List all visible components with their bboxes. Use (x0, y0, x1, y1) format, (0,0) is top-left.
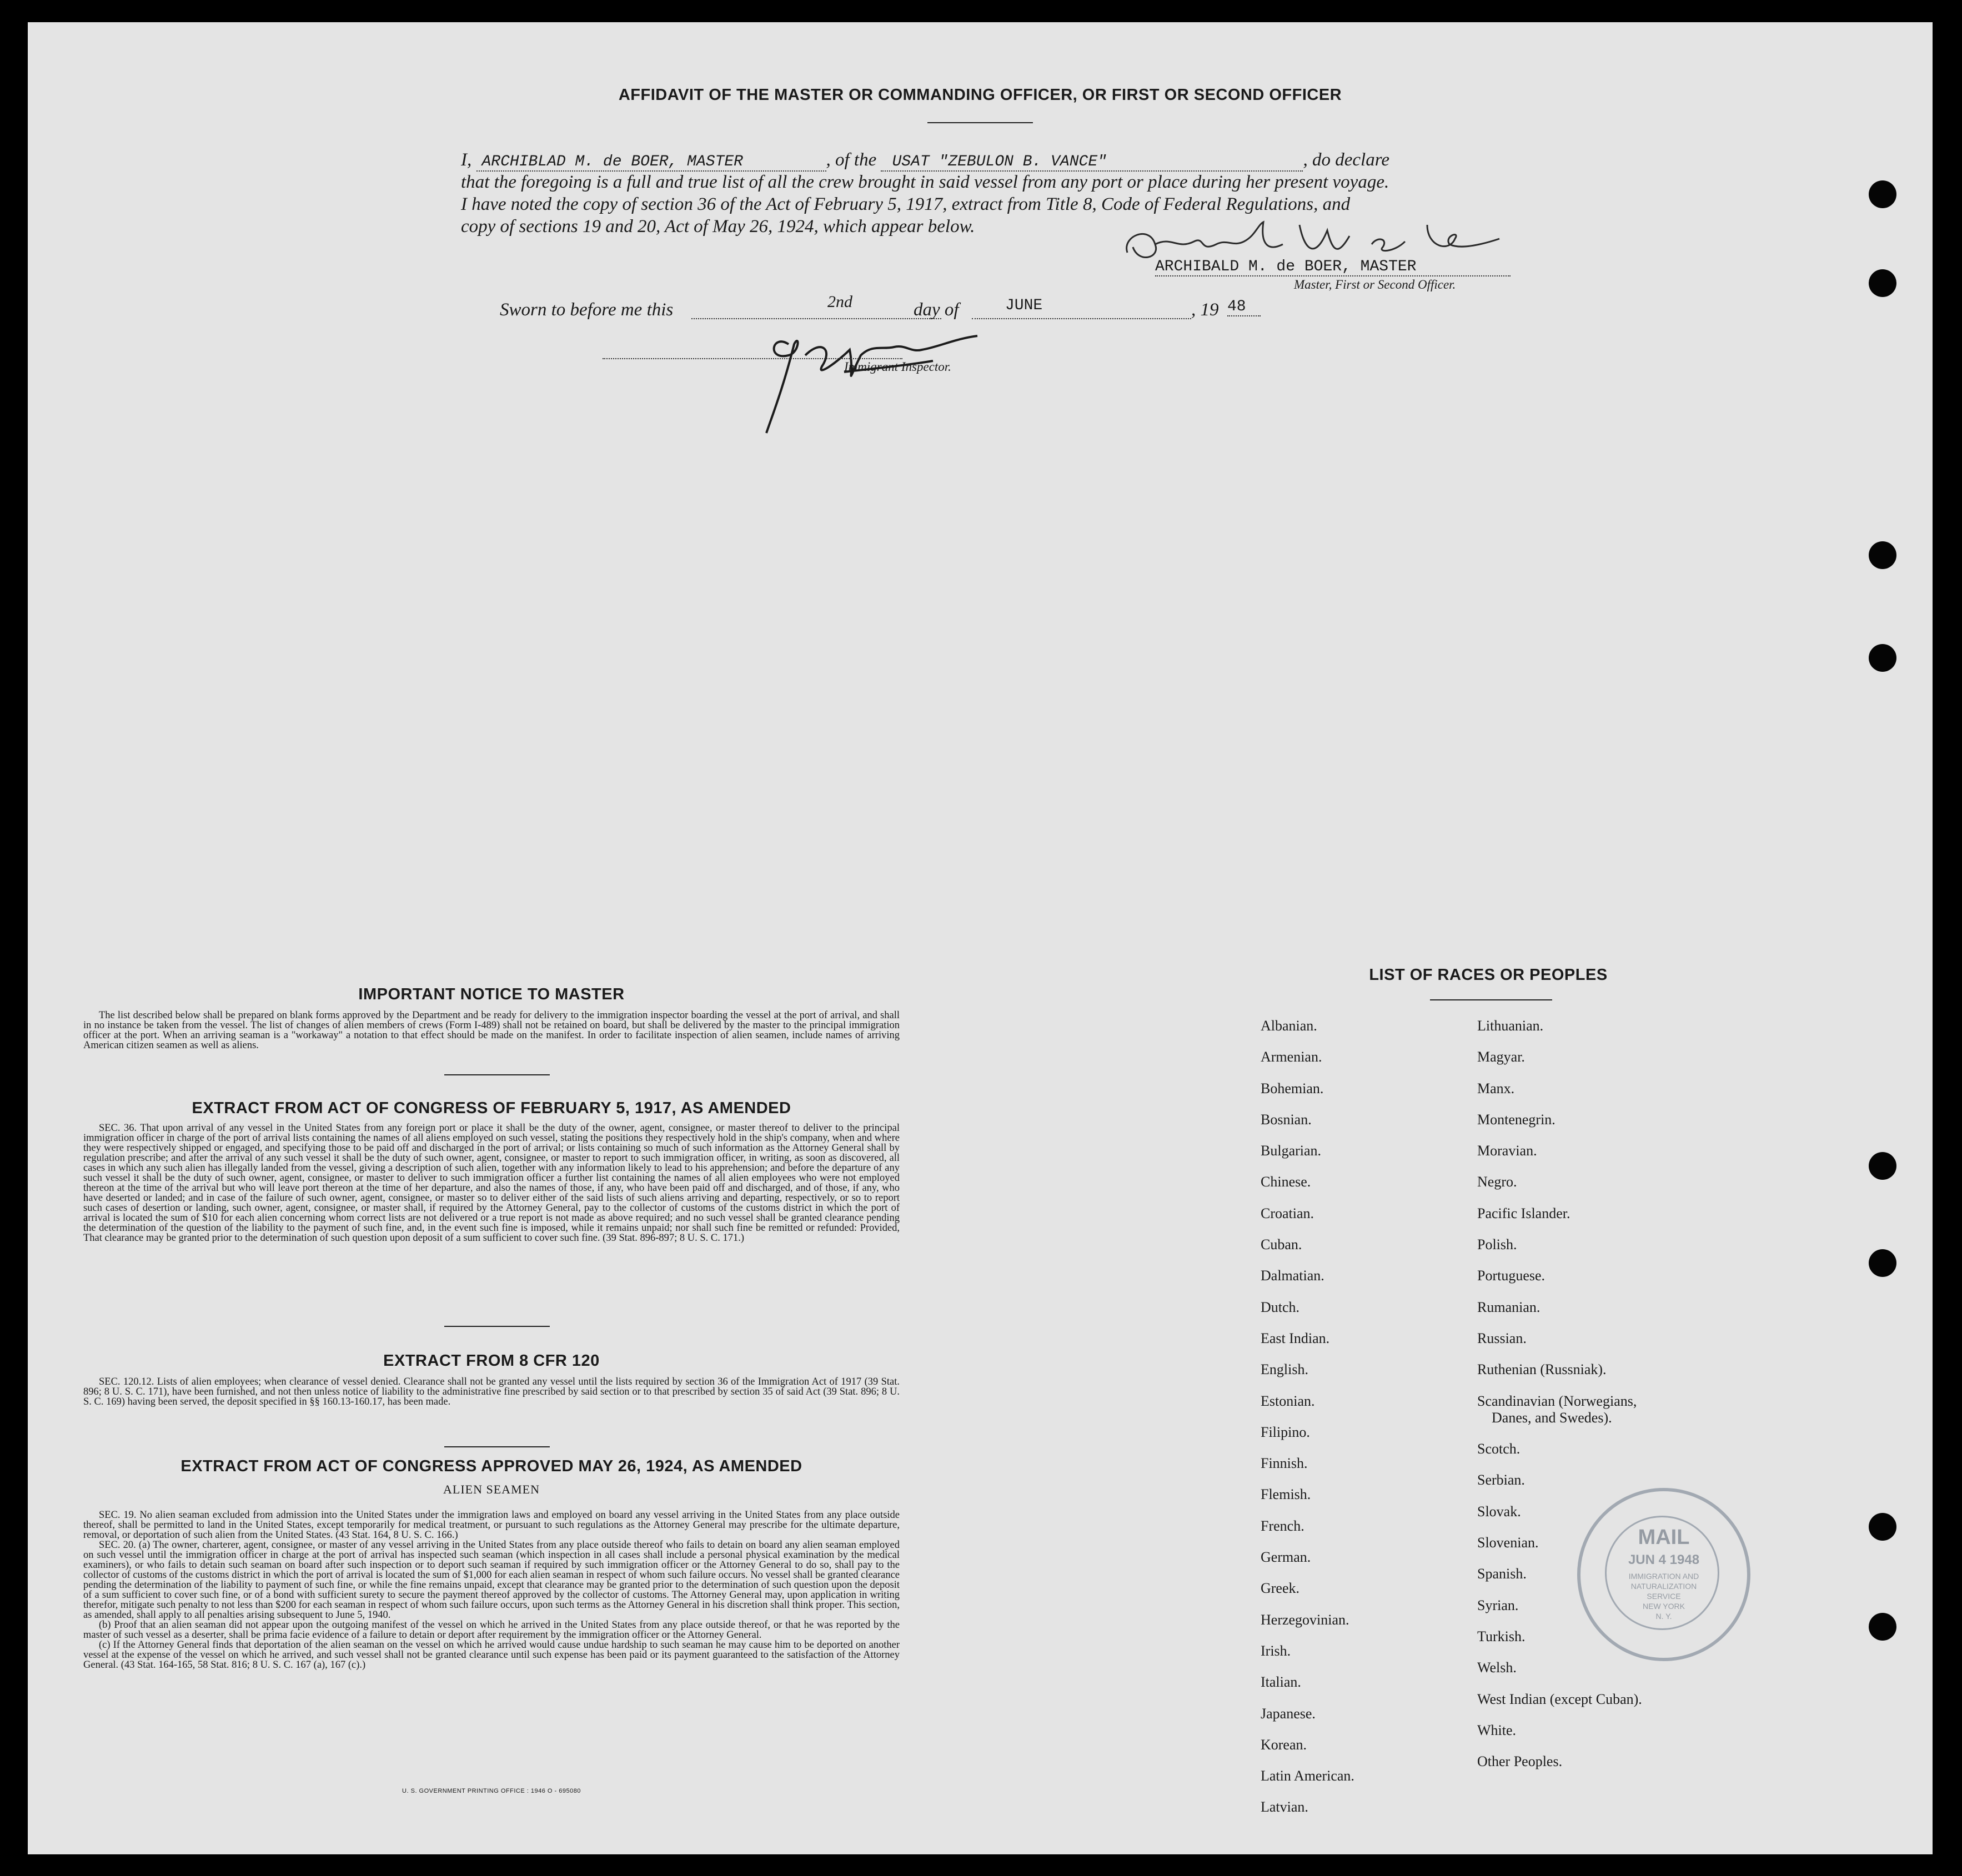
race-item: Rumanian. (1477, 1299, 1541, 1315)
race-item: Syrian. (1477, 1597, 1519, 1613)
sworn-month: JUNE (1005, 297, 1043, 314)
race-item: Negro. (1477, 1174, 1517, 1190)
day-of-label: day of (914, 300, 959, 320)
race-item: Other Peoples. (1477, 1753, 1563, 1770)
race-item: Polish. (1477, 1236, 1517, 1253)
punch-hole (1869, 1613, 1896, 1641)
signature-caption: Master, First or Second Officer. (1294, 278, 1456, 291)
stamp-line-2: JUN 4 1948 (1628, 1552, 1700, 1567)
title-rule (927, 122, 1033, 123)
pre-name: I, (461, 150, 472, 170)
race-item: Scandinavian (Norwegians, (1477, 1392, 1637, 1409)
do-declare: , do declare (1303, 150, 1389, 170)
stamp-line-4: NATURALIZATION (1630, 1582, 1697, 1591)
race-item: Albanian. (1261, 1018, 1317, 1034)
inspector-line (603, 358, 902, 359)
race-item: Serbian. (1477, 1472, 1525, 1488)
punch-hole (1869, 1249, 1896, 1277)
race-item: French. (1261, 1517, 1304, 1534)
extract-cfr-title: EXTRACT FROM 8 CFR 120 (383, 1352, 600, 1370)
mail-received-stamp (1577, 1488, 1750, 1661)
race-item: Herzegovinian. (1261, 1611, 1349, 1628)
races-column-2 (1477, 1010, 1642, 1777)
race-item: Filipino. (1261, 1424, 1310, 1440)
punch-hole (1869, 1152, 1896, 1180)
punch-hole (1869, 180, 1896, 208)
stamp-line-7: N. Y. (1655, 1612, 1672, 1621)
master-signature-typed: ARCHIBALD M. de BOER, MASTER (1155, 258, 1511, 276)
race-item: Scotch. (1477, 1441, 1521, 1457)
race-item: Latvian. (1261, 1799, 1308, 1815)
race-item: Italian. (1261, 1674, 1301, 1691)
affidavit-line-1 (461, 150, 1389, 172)
affidavit-line-3: I have noted the copy of section 36 of the Act of February 5, 1917, extract from Title 8, Code of Federal Regulations, and (461, 194, 1351, 214)
year-prefix: , 19 (1191, 300, 1219, 320)
race-item: Croatian. (1261, 1205, 1314, 1221)
race-item: White. (1477, 1722, 1517, 1738)
race-item: Slovak. (1477, 1503, 1521, 1520)
race-item: Pacific Islander. (1477, 1205, 1570, 1221)
extract-cfr-paragraph: SEC. 120.12. Lists of alien employees; when clearance of vessel denied. Clearance shall not be granted any vessel until the lists required by section 36 of the Immigration Act of 1917 (39 Stat. 896; 8 U. S. C. 171), have been furnished, and not then unless notice of liability to the administrative fine prescribed by said section or to that prescribed by section 35 of said Act (39 Stat. 896; 8 U. S. C. 169) having been served, the deposit specified in §§ 160.13-160.17, has been made. (83, 1376, 900, 1407)
extract-cfr-text (83, 1377, 900, 1407)
vessel-name-field: USAT "ZEBULON B. VANCE" (881, 153, 1303, 172)
of-the: , of the (826, 150, 877, 170)
inspector-caption: Immigrant Inspector. (844, 360, 951, 374)
inspector-signature (755, 322, 988, 444)
notice-title: IMPORTANT NOTICE TO MASTER (358, 985, 625, 1003)
stamp-line-3: IMMIGRATION AND (1628, 1572, 1699, 1581)
year-suffix: 48 (1227, 298, 1261, 316)
sworn-label: Sworn to before me this (500, 300, 674, 320)
race-item: Lithuanian. (1477, 1018, 1544, 1034)
affidavit-line-2: that the foregoing is a full and true list of all the crew brought in said vessel from any port or place during her present voyage. (461, 172, 1389, 192)
race-item: English. (1261, 1361, 1308, 1378)
race-item: Bulgarian. (1261, 1143, 1322, 1159)
race-item: Irish. (1261, 1642, 1291, 1659)
master-name-field: ARCHIBLAD M. de BOER, MASTER (476, 153, 826, 172)
race-item: Slovenian. (1477, 1535, 1539, 1551)
punch-hole (1869, 644, 1896, 672)
race-item: West Indian (except Cuban). (1477, 1691, 1642, 1707)
sec20b-paragraph: (b) Proof that an alien seaman did not appear upon the outgoing manifest of the vessel on which he arrived in the United States from any place outside thereof, or that he was reported by the master of such vessel as a deserter, shall be prima facie evidence of a failure to detain or deport after requirement by the immigration officer or the Attorney General. (83, 1620, 900, 1641)
race-item: Cuban. (1261, 1236, 1302, 1253)
extract-1917-paragraph: SEC. 36. That upon arrival of any vessel in the United States from any foreign port or place it shall be the duty of the owner, agent, consignee, or master thereof to deliver to the principal immigration officer in charge of the port of arrival lists containing the names of all aliens employed on such vessel, stating the positions they respectively hold in the ship's company, when and where they were respectively shipped or engaged, and specifying those to be paid off and discharged in the port of arrival; or lists containing so much of such information as the Attorney General shall by regulation prescribe; and after the arrival of any such vessel it shall be the duty of such owner, agent, consignee, or master to report to such immigration officer, in writing, as soon as discovered, all cases in which any such alien has illegally landed from the vessel, giving a description of such alien, together with any information likely to lead to his apprehension; and before the departure of any such vessel it shall be the duty of such owner, agent, consignee, or master to deliver to such immigration officer a further list containing the names of all alien employees who were not employed thereon at the time of the arrival but who will leave port thereon at the time of her departure, and also the names of those, if any, who have been paid off and discharged, and of those, if any, who have deserted or landed; and in case of the failure of such owner, agent, consignee, or master so to deliver either of the said lists of such aliens arriving and departing, respectively, or so to report such cases of desertion or landing, such owner, agent, consignee, or master shall, if required by the Attorney General, pay to the collector of customs of the customs district in which the port of arrival is located the sum of $10 for each alien concerning whom correct lists are not delivered or a true report is not made as above required; and no such vessel shall be granted clearance pending the determination of the question of the liability to the payment of such fine, and, in the event such fine is imposed, while it remains unpaid; nor shall such fine be remitted or refunded: Provided, That clearance may be granted prior to the determination of such question upon deposit of a sum sufficient to cover such fine. (39 Stat. 896-897; 8 U. S. C. 171.) (83, 1123, 900, 1244)
race-item: Dalmatian. (1261, 1268, 1324, 1284)
race-item: Spanish. (1477, 1566, 1527, 1582)
race-item: East Indian. (1261, 1330, 1330, 1346)
race-item: Montenegrin. (1477, 1111, 1555, 1128)
notice-text (83, 1010, 900, 1050)
extract-1924-title: EXTRACT FROM ACT OF CONGRESS APPROVED MAY 26, 1924, AS AMENDED (180, 1457, 802, 1475)
race-item: Latin American. (1261, 1768, 1354, 1784)
race-item: Portuguese. (1477, 1268, 1545, 1284)
race-item: Welsh. (1477, 1659, 1517, 1676)
race-item: Moravian. (1477, 1143, 1537, 1159)
races-rule (1430, 999, 1552, 1000)
race-item: Flemish. (1261, 1486, 1311, 1503)
race-item: Estonian. (1261, 1392, 1315, 1409)
sec19-paragraph: SEC. 19. No alien seaman excluded from admission into the United States under the immigration laws and employed on board any vessel arriving in the United States from any place outside thereof, shall be permitted to land in the United States, except temporarily for medical treatment, or pursuant to such regulations as the Attorney General may prescribe for the ultimate departure, removal, or deportation of such alien from the United States. (43 Stat. 164, 8 U. S. C. 166.) (83, 1510, 900, 1541)
race-item: Armenian. (1261, 1049, 1322, 1065)
stamp-line-1: MAIL (1638, 1526, 1690, 1549)
extract-cfr-rule (444, 1446, 550, 1447)
extract-1917-title: EXTRACT FROM ACT OF CONGRESS OF FEBRUARY 5, 1917, AS AMENDED (192, 1099, 791, 1117)
sworn-month-field (972, 297, 1191, 319)
race-item: Chinese. (1261, 1174, 1311, 1190)
race-item: Japanese. (1261, 1705, 1316, 1722)
race-item: Finnish. (1261, 1455, 1308, 1472)
sworn-day-field (691, 293, 941, 319)
race-item: Greek. (1261, 1580, 1300, 1597)
notice-paragraph: The list described below shall be prepared on blank forms approved by the Department and be ready for delivery to the immigration inspector boarding the vessel at the port of arrival, and shall in no instance be taken from the vessel. The list of changes of alien members of crews (Form I-489) shall not be retained on board, but shall be delivered by the master to the principal immigration officer at the port. When an arriving seaman is a "workaway" a notation to that effect should be made on the manifest. In order to facilitate inspection of alien seamen, include names of arriving American citizen seamen as well as aliens. (83, 1010, 900, 1051)
notice-rule (444, 1074, 550, 1075)
stamp-line-5: SERVICE (1647, 1592, 1681, 1601)
race-item: Ruthenian (Russniak). (1477, 1361, 1607, 1378)
extract-1924-text (83, 1510, 900, 1670)
race-item: Turkish. (1477, 1628, 1526, 1644)
extract-1917-rule (444, 1326, 550, 1327)
sec20c-paragraph: (c) If the Attorney General finds that deportation of the alien seaman on the vessel on which he arrived would cause undue hardship to such seaman he may cause him to be deported on another vessel at the expense of the vessel on which he arrived, and such vessel shall not be granted clearance until such expense has been paid or its payment guaranteed to the satisfaction of the Attorney General. (43 Stat. 164-165, 58 Stat. 816; 8 U. S. C. 167 (a), 167 (c).) (83, 1639, 900, 1671)
race-item: Bosnian. (1261, 1111, 1312, 1128)
race-item: Magyar. (1477, 1049, 1525, 1065)
document-page (28, 22, 1933, 1854)
races-title: LIST OF RACES OR PEOPLES (1369, 966, 1608, 984)
punch-hole (1869, 541, 1896, 569)
stamp-line-6: NEW YORK (1643, 1602, 1685, 1611)
race-item: Danes, and Swedes). (1492, 1409, 1612, 1426)
punch-hole (1869, 269, 1896, 297)
extract-1917-text (83, 1123, 900, 1243)
sworn-day: 2nd (827, 293, 852, 311)
printing-office-imprint: U. S. GOVERNMENT PRINTING OFFICE : 1946 O - 695080 (402, 1788, 581, 1794)
race-item: Bohemian. (1261, 1080, 1324, 1097)
sec20a-paragraph: SEC. 20. (a) The owner, charterer, agent, consignee, or master of any vessel arriving in the United States from any place outside thereof who fails to detain on board any alien seaman employed on such vessel until the immigration officer in charge at the port of arrival has inspected such seaman (which inspection in all cases shall include a personal physical examination by the medical examiners), or who fails to detain such seaman on board after such inspection or to deport such seaman if required by such immigration officer or the Attorney General to do so, shall pay to the collector of customs of the customs district in which the port of arrival is located the sum of $1,000 for each alien seaman in respect of whom such failure occurs. No vessel shall be granted clearance pending the determination of the liability to payment of such fine, or while the fine remains unpaid, except that clearance may be granted prior to the determination of such question upon the deposit of a sum sufficient to cover such fine, or of a bond with sufficient surety to secure the payment thereof approved by the collector of customs. The Attorney General may, upon application in writing therefor, mitigate such penalty to not less than $200 for each seaman in respect of whom such failure occurs, upon such terms as the Attorney General in his discretion shall think proper. This section, as amended, shall apply to all penalties arising subsequent to June 5, 1940. (83, 1540, 900, 1621)
race-item: Manx. (1477, 1080, 1515, 1097)
race-item: Dutch. (1261, 1299, 1300, 1315)
affidavit-line-4: copy of sections 19 and 20, Act of May 26, 1924, which appear below. (461, 217, 975, 237)
punch-hole (1869, 1513, 1896, 1541)
race-item: Russian. (1477, 1330, 1527, 1346)
races-column-1 (1261, 1010, 1354, 1823)
affidavit-title: AFFIDAVIT OF THE MASTER OR COMMANDING OFFICER, OR FIRST OR SECOND OFFICER (618, 86, 1342, 104)
race-item: Korean. (1261, 1736, 1307, 1753)
extract-1924-subtitle: ALIEN SEAMEN (443, 1482, 540, 1496)
race-item: German. (1261, 1549, 1311, 1566)
